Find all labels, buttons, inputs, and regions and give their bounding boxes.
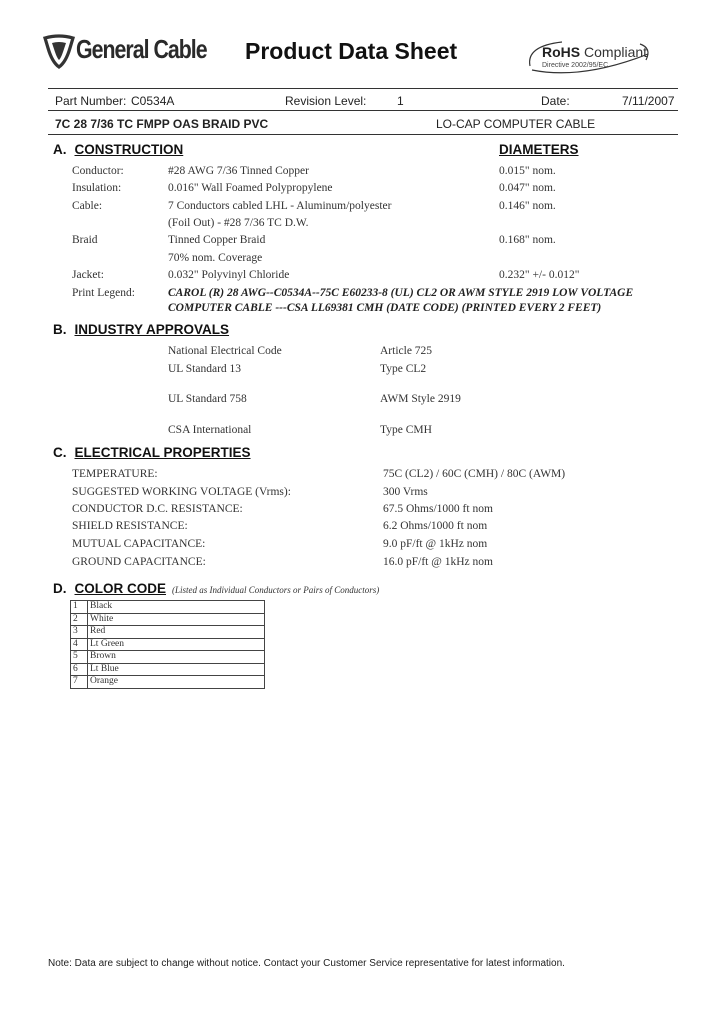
conductor-color: Black	[88, 601, 265, 614]
jacket-label: Jacket:	[72, 269, 104, 281]
table-row	[71, 613, 265, 626]
braid-diameter: 0.168" nom.	[499, 234, 556, 246]
conductor-number: 2	[71, 613, 88, 626]
electrical-property-name: TEMPERATURE:	[72, 468, 158, 480]
section-b-heading: B. INDUSTRY APPROVALS	[53, 322, 230, 337]
date-label: Date:	[541, 94, 570, 108]
date-value: 7/11/2007	[622, 94, 675, 108]
electrical-property-name: SUGGESTED WORKING VOLTAGE (Vrms):	[72, 486, 291, 498]
table-row	[71, 651, 265, 664]
electrical-property-value: 6.2 Ohms/1000 ft nom	[383, 520, 488, 532]
revision-label: Revision Level:	[285, 94, 367, 108]
jacket-value: 0.032" Polyvinyl Chloride	[168, 269, 290, 281]
electrical-property-value: 9.0 pF/ft @ 1kHz nom	[383, 538, 488, 550]
conductor-color: Orange	[88, 676, 265, 689]
conductor-number: 4	[71, 638, 88, 651]
approval-value: Article 725	[380, 345, 433, 357]
conductor-color: White	[88, 613, 265, 626]
braid-label: Braid	[72, 234, 98, 246]
color-code-note: (Listed as Individual Conductors or Pairs of Conductors)	[172, 585, 380, 595]
company-name: General Cable	[76, 34, 207, 64]
electrical-property-value: 16.0 pF/ft @ 1kHz nom	[383, 556, 493, 568]
cable-diameter: 0.146" nom.	[499, 200, 556, 212]
conductor-number: 7	[71, 676, 88, 689]
product-type: LO-CAP COMPUTER CABLE	[436, 117, 596, 131]
cable-label: Cable:	[72, 200, 103, 212]
section-d-heading: D. COLOR CODE	[53, 581, 167, 596]
braid-value-line-1: Tinned Copper Braid	[168, 234, 266, 246]
product-description: 7C 28 7/36 TC FMPP OAS BRAID PVC	[55, 117, 269, 131]
conductor-color: Brown	[88, 651, 265, 664]
approval-value: Type CL2	[380, 363, 427, 375]
table-row	[71, 663, 265, 676]
conductor-number: 1	[71, 601, 88, 614]
header-rule-bottom	[48, 134, 678, 135]
approval-value: AWM Style 2919	[380, 393, 461, 405]
header-rule-mid	[48, 110, 678, 111]
insulation-value: 0.016" Wall Foamed Polypropylene	[168, 182, 333, 194]
conductor-label: Conductor:	[72, 165, 124, 177]
electrical-property-value: 67.5 Ohms/1000 ft nom	[383, 503, 493, 515]
general-cable-logo-icon	[42, 34, 76, 70]
cable-value-line-1: 7 Conductors cabled LHL - Aluminum/polyester	[168, 200, 392, 212]
jacket-diameter: 0.232" +/- 0.012"	[499, 269, 580, 281]
rohs-label: RoHS Compliant	[542, 44, 648, 60]
approval-name: CSA International	[168, 424, 252, 436]
approval-value: Type CMH	[380, 424, 432, 436]
conductor-diameter: 0.015" nom.	[499, 165, 556, 177]
approval-name: UL Standard 13	[168, 363, 242, 375]
conductor-color: Lt Green	[88, 638, 265, 651]
cable-value-line-2: (Foil Out) - #28 7/36 TC D.W.	[168, 217, 309, 229]
footer-note: Note: Data are subject to change without notice. Contact your Customer Service representative for latest information.	[48, 958, 565, 969]
page-title: Product Data Sheet	[245, 38, 458, 64]
electrical-property-name: CONDUCTOR D.C. RESISTANCE:	[72, 503, 243, 515]
rohs-badge	[522, 36, 654, 76]
electrical-property-value: 300 Vrms	[383, 486, 428, 498]
braid-value-line-2: 70% nom. Coverage	[168, 252, 263, 264]
table-row	[71, 626, 265, 639]
insulation-label: Insulation:	[72, 182, 122, 194]
section-a-heading: A. CONSTRUCTION	[53, 142, 184, 157]
electrical-property-name: MUTUAL CAPACITANCE:	[72, 538, 206, 550]
electrical-property-name: GROUND CAPACITANCE:	[72, 556, 206, 568]
rohs-directive: Directive 2002/95/EC	[542, 62, 609, 69]
conductor-color: Red	[88, 626, 265, 639]
diameters-heading: DIAMETERS	[499, 142, 579, 157]
print-legend-line-1: CAROL (R) 28 AWG--C0534A--75C E60233-8 (UL) CL2 OR AWM STYLE 2919 LOW VOLTAGE	[168, 287, 634, 299]
part-number-label: Part Number:	[55, 94, 127, 108]
conductor-number: 5	[71, 651, 88, 664]
conductor-color: Lt Blue	[88, 663, 265, 676]
conductor-value: #28 AWG 7/36 Tinned Copper	[168, 165, 309, 177]
revision-value: 1	[397, 94, 404, 108]
insulation-diameter: 0.047" nom.	[499, 182, 556, 194]
electrical-property-value: 75C (CL2) / 60C (CMH) / 80C (AWM)	[383, 468, 566, 480]
conductor-number: 6	[71, 663, 88, 676]
part-number-value: C0534A	[131, 94, 175, 108]
color-code-table	[70, 600, 265, 689]
section-c-heading: C. ELECTRICAL PROPERTIES	[53, 445, 251, 460]
electrical-property-name: SHIELD RESISTANCE:	[72, 520, 188, 532]
table-row	[71, 638, 265, 651]
header-rule-top	[48, 88, 678, 89]
table-row	[71, 676, 265, 689]
print-legend-label: Print Legend:	[72, 287, 135, 299]
conductor-number: 3	[71, 626, 88, 639]
print-legend-line-2: COMPUTER CABLE ---CSA LL69381 CMH (DATE CODE) (PRINTED EVERY 2 FEET)	[168, 302, 602, 314]
table-row	[71, 601, 265, 614]
approval-name: National Electrical Code	[168, 345, 282, 357]
approval-name: UL Standard 758	[168, 393, 247, 405]
